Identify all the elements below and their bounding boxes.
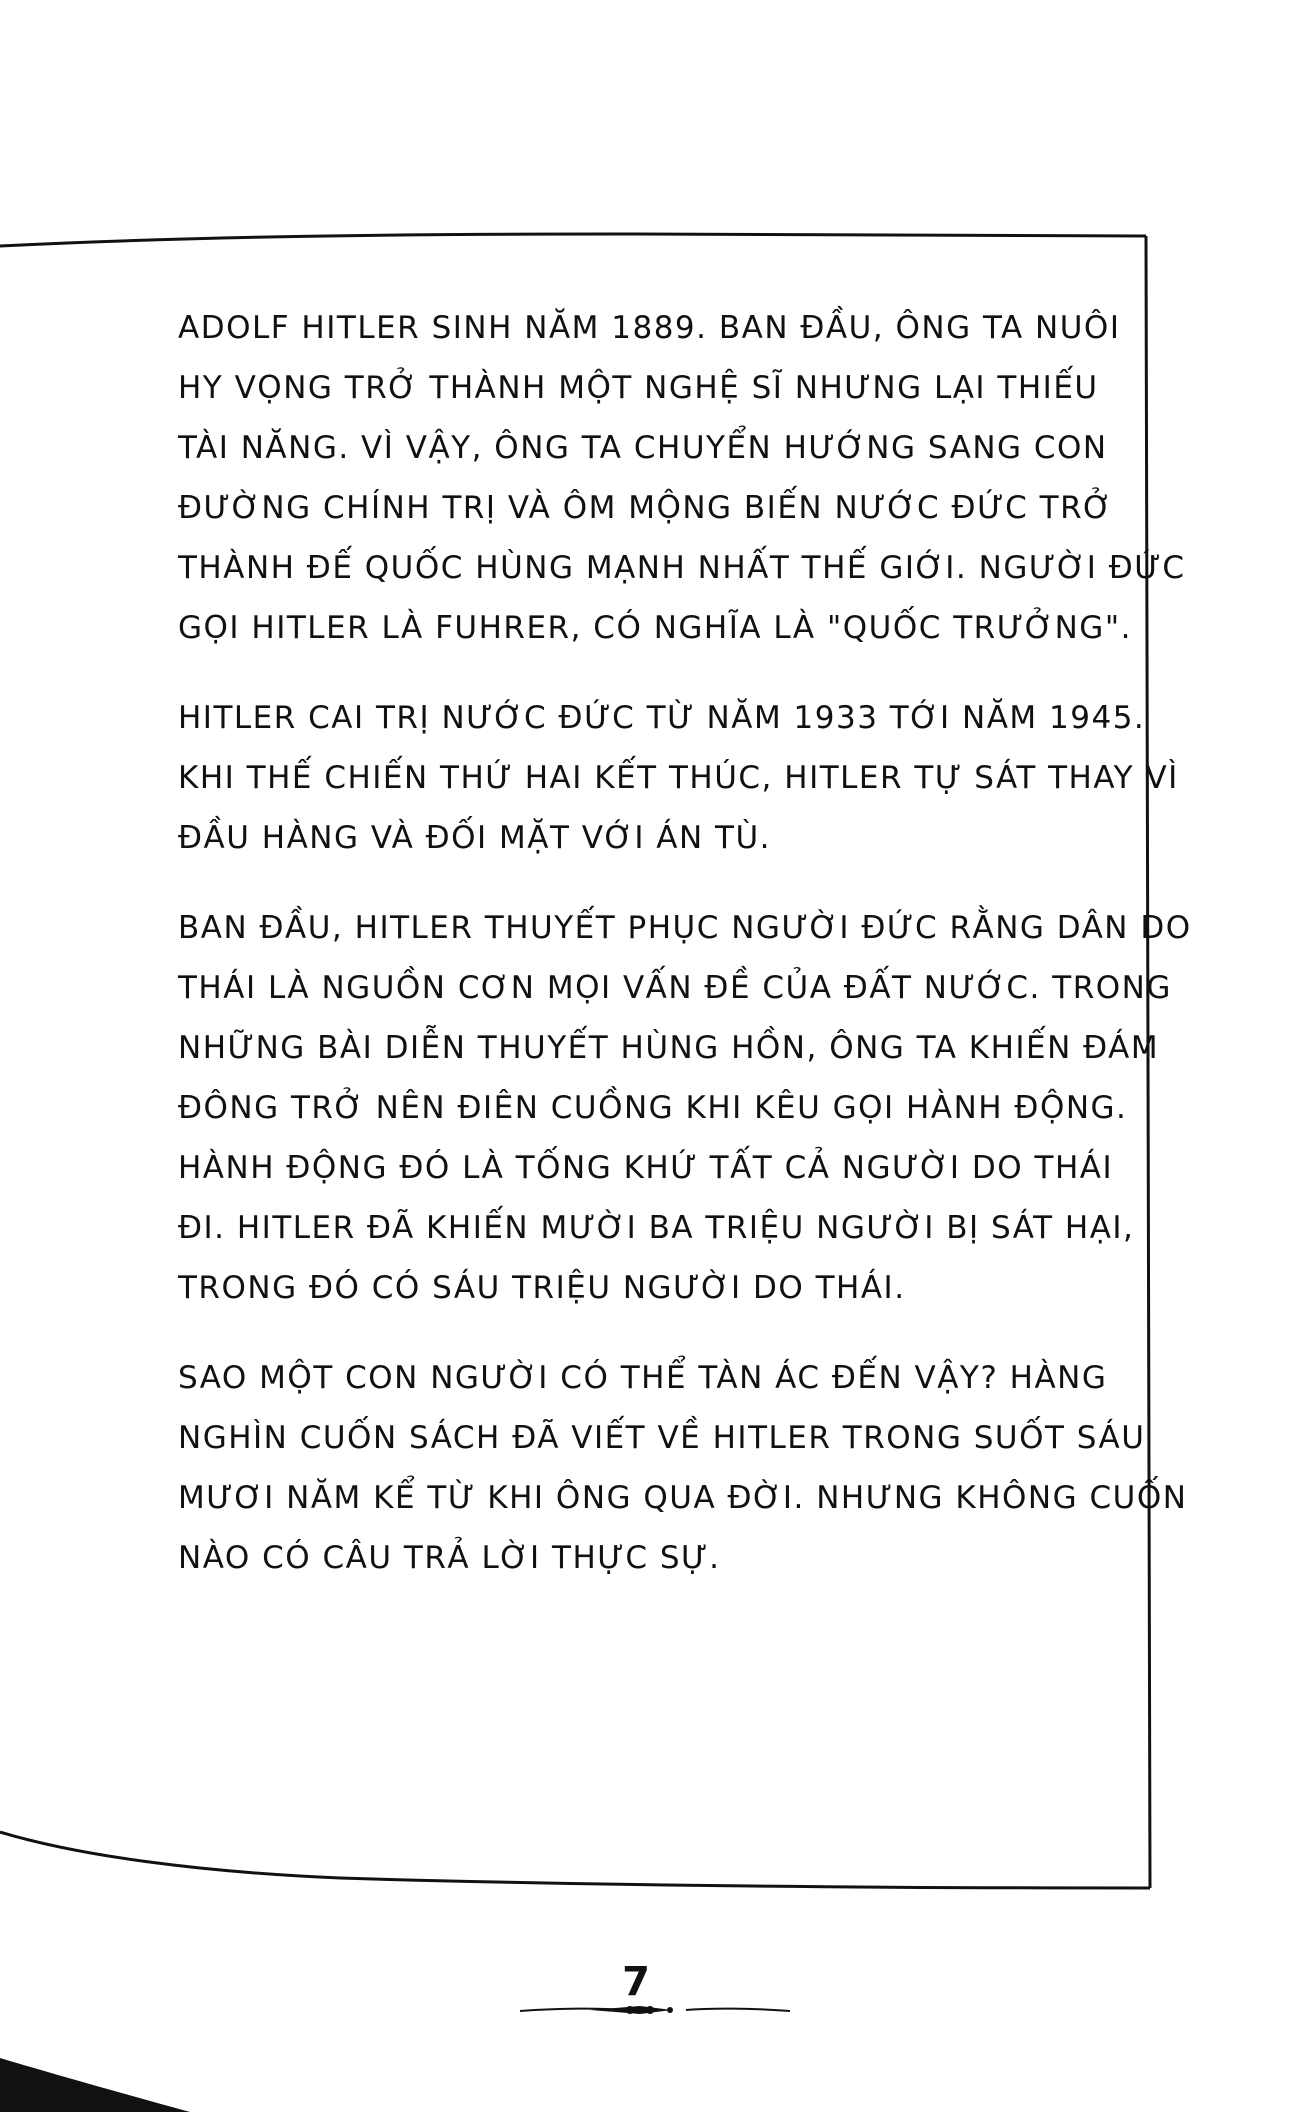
page-number-ornament [520,2006,790,2014]
text-line: HITLER CAI TRỊ NƯỚC ĐỨC TỪ NĂM 1933 TỚI NĂM 1945. [178,700,1146,736]
text-line: BAN ĐẦU, HITLER THUYẾT PHỤC NGƯỜI ĐỨC RẰNG DÂN DO [178,910,1192,946]
text-line: GỌI HITLER LÀ FUHRER, CÓ NGHĨA LÀ "QUỐC TRƯỞNG". [178,610,1132,646]
paragraph-4 [178,1348,1188,1588]
text-line: ĐÔNG TRỞ NÊN ĐIÊN CUỒNG KHI KÊU GỌI HÀNH ĐỘNG. [178,1090,1128,1126]
text-line: HY VỌNG TRỞ THÀNH MỘT NGHỆ SĨ NHƯNG LẠI THIẾU [178,370,1099,406]
corner-shadow [0,2058,190,2112]
text-line: NÀO CÓ CÂU TRẢ LỜI THỰC SỰ. [178,1540,721,1576]
text-line: ĐẦU HÀNG VÀ ĐỐI MẶT VỚI ÁN TÙ. [178,820,772,856]
paragraph-2 [178,688,1179,868]
body-text [178,298,1192,1618]
text-line: ĐƯỜNG CHÍNH TRỊ VÀ ÔM MỘNG BIẾN NƯỚC ĐỨC TRỞ [178,490,1113,526]
paragraph-3 [178,898,1192,1318]
page-number: 7 [622,1959,650,2005]
text-line: NGHÌN CUỐN SÁCH ĐÃ VIẾT VỀ HITLER TRONG SUỐT SÁU [178,1420,1146,1456]
text-line: TÀI NĂNG. VÌ VẬY, ÔNG TA CHUYỂN HƯỚNG SANG CON [178,430,1108,466]
text-line: SAO MỘT CON NGƯỜI CÓ THỂ TÀN ÁC ĐẾN VẬY? HÀNG [178,1360,1108,1396]
text-line: HÀNH ĐỘNG ĐÓ LÀ TỐNG KHỨ TẤT CẢ NGƯỜI DO THÁI [178,1150,1114,1186]
text-line: ADOLF HITLER SINH NĂM 1889. BAN ĐẦU, ÔNG TA NUÔI [178,310,1121,346]
text-line: THÀNH ĐẾ QUỐC HÙNG MẠNH NHẤT THẾ GIỚI. NGƯỜI ĐỨC [178,550,1186,586]
frame-bottom-border [0,1832,1150,1888]
text-line: THÁI LÀ NGUỒN CƠN MỌI VẤN ĐỀ CỦA ĐẤT NƯỚC. TRONG [178,970,1172,1006]
text-line: NHỮNG BÀI DIỄN THUYẾT HÙNG HỒN, ÔNG TA KHIẾN ĐÁM [178,1030,1160,1066]
frame-top-border [0,234,1146,246]
text-line: KHI THẾ CHIẾN THỨ HAI KẾT THÚC, HITLER TỰ SÁT THAY VÌ [178,760,1179,796]
text-line: MƯƠI NĂM KỂ TỪ KHI ÔNG QUA ĐỜI. NHƯNG KHÔNG CUỐN [178,1480,1188,1516]
text-line: TRONG ĐÓ CÓ SÁU TRIỆU NGƯỜI DO THÁI. [178,1270,906,1306]
text-line: ĐI. HITLER ĐÃ KHIẾN MƯỜI BA TRIỆU NGƯỜI BỊ SÁT HẠI, [178,1210,1135,1246]
paragraph-1 [178,298,1186,658]
